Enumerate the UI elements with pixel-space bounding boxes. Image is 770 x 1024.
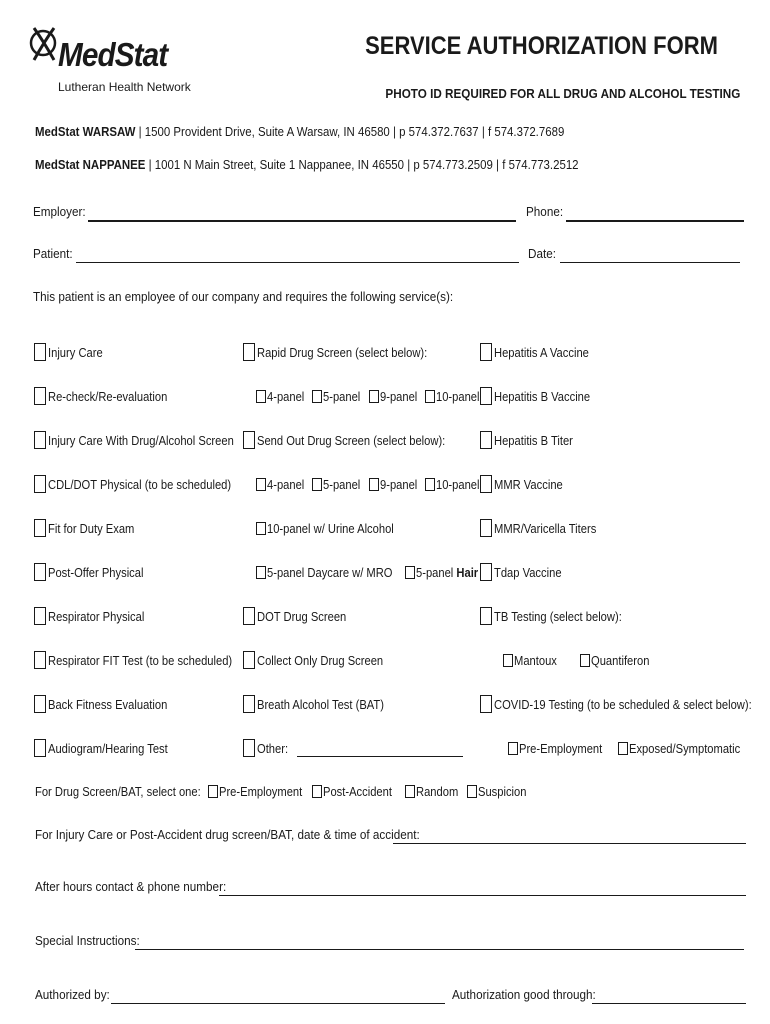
medstat-logo-icon	[28, 22, 62, 68]
checkbox-label: Audiogram/Hearing Test	[48, 740, 168, 756]
phone-field[interactable]	[566, 220, 744, 222]
drug-screen-reason-row	[35, 784, 536, 799]
checkbox-label: Fit for Duty Exam	[48, 520, 135, 536]
checkbox-hep-b-titer[interactable]	[480, 431, 586, 449]
checkbox-label: Re-check/Re-evaluation	[48, 388, 168, 404]
checkbox-box[interactable]	[480, 695, 492, 713]
checkbox-label: Tdap Vaccine	[494, 564, 562, 580]
checkbox-label: Rapid Drug Screen (select below):	[257, 344, 428, 360]
hair-prefix: 5-panel	[415, 565, 457, 580]
sendout-panel-options	[256, 477, 489, 492]
checkbox-box[interactable]	[208, 785, 218, 798]
checkbox-box[interactable]	[369, 390, 379, 403]
checkbox-label: MMR Vaccine	[494, 476, 563, 492]
checkbox-box[interactable]	[425, 390, 435, 403]
checkbox-box[interactable]	[243, 651, 255, 669]
checkbox-box[interactable]	[34, 607, 46, 625]
checkbox-label: 9-panel	[379, 477, 418, 492]
tb-options	[503, 653, 661, 668]
checkbox-label: CDL/DOT Physical (to be scheduled)	[48, 476, 232, 492]
checkbox-box[interactable]	[405, 566, 415, 579]
hair-label: Hair	[456, 565, 479, 580]
checkbox-label: Respirator FIT Test (to be scheduled)	[48, 652, 233, 668]
checkbox-hep-a[interactable]	[480, 343, 604, 361]
checkbox-rapid-drug[interactable]	[243, 343, 455, 361]
checkbox-reason-suspicion[interactable]	[467, 784, 534, 799]
checkbox-label: Hepatitis B Titer	[494, 432, 573, 448]
checkbox-label: 9-panel	[379, 389, 418, 404]
checkbox-box[interactable]	[480, 431, 492, 449]
phone-label: Phone:	[526, 204, 564, 219]
checkbox-box[interactable]	[503, 654, 513, 667]
form-subtitle: PHOTO ID REQUIRED FOR ALL DRUG AND ALCOHOL TESTING	[385, 86, 740, 101]
form-title: SERVICE AUTHORIZATION FORM	[365, 32, 718, 60]
checkbox-label: 5-panel	[323, 389, 361, 404]
checkbox-box[interactable]	[256, 522, 266, 535]
checkbox-mmr-varicella[interactable]	[480, 519, 613, 537]
checkbox-send-out-drug[interactable]	[243, 431, 476, 449]
checkbox-label: TB Testing (select below):	[494, 608, 622, 624]
checkbox-label: 5-panel	[323, 477, 361, 492]
logo-name: MedStat	[58, 36, 168, 73]
checkbox-box[interactable]	[480, 387, 492, 405]
checkbox-box[interactable]	[480, 519, 492, 537]
checkbox-5panel-daycare[interactable]	[256, 565, 413, 580]
checkbox-other[interactable]	[243, 739, 293, 757]
checkbox-box[interactable]	[405, 785, 415, 798]
checkbox-box[interactable]	[34, 387, 46, 405]
checkbox-covid-exposed[interactable]	[618, 741, 758, 756]
checkbox-label: Injury Care	[48, 344, 103, 360]
checkbox-label: Pre-Employment	[519, 741, 603, 756]
checkbox-label: Post-Offer Physical	[48, 564, 144, 580]
location-details: | 1500 Provident Drive, Suite A Warsaw, IN 46580 | p 574.372.7637 | f 574.372.7689	[135, 124, 565, 139]
checkbox-rapid-10panel[interactable]	[425, 389, 487, 404]
authorized-by-field[interactable]	[111, 1003, 445, 1004]
location-details: | 1001 N Main Street, Suite 1 Nappanee, IN 46550 | p 574.773.2509 | f 574.773.2512	[145, 157, 579, 172]
accident-label: For Injury Care or Post-Accident drug screen/BAT, date & time of accident:	[35, 827, 420, 842]
checkbox-reason-random[interactable]	[405, 784, 465, 799]
checkbox-quantiferon[interactable]	[580, 653, 659, 668]
checkbox-label: 10-panel w/ Urine Alcohol	[267, 521, 394, 536]
checkbox-sendout-5panel[interactable]	[312, 477, 366, 492]
checkbox-label: Send Out Drug Screen (select below):	[257, 432, 446, 448]
checkbox-box[interactable]	[243, 431, 255, 449]
checkbox-box[interactable]	[243, 607, 255, 625]
checkbox-tb-testing[interactable]	[480, 607, 643, 625]
checkbox-box[interactable]	[312, 785, 322, 798]
checkbox-label: Breath Alcohol Test (BAT)	[257, 696, 384, 712]
checkbox-label: 4-panel	[267, 477, 305, 492]
good-through-label: Authorization good through:	[452, 987, 596, 1002]
checkbox-rapid-5panel[interactable]	[312, 389, 366, 404]
checkbox-dot-drug[interactable]	[243, 607, 361, 625]
checkbox-fit-duty[interactable]	[34, 519, 148, 537]
drug-screen-label: For Drug Screen/BAT, select one:	[35, 784, 201, 799]
checkbox-box[interactable]	[480, 475, 492, 493]
checkbox-recheck[interactable]	[34, 387, 187, 405]
employer-label: Employer:	[33, 204, 86, 219]
checkbox-label: Suspicion	[477, 784, 527, 799]
checkbox-bat[interactable]	[243, 695, 405, 713]
checkbox-sendout-4panel[interactable]	[256, 477, 310, 492]
checkbox-post-offer[interactable]	[34, 563, 159, 581]
checkbox-tdap[interactable]	[480, 563, 573, 581]
checkbox-box[interactable]	[425, 478, 435, 491]
medstat-logo	[28, 22, 191, 102]
checkbox-hep-b[interactable]	[480, 387, 606, 405]
checkbox-label: Other:	[257, 740, 289, 756]
checkbox-box[interactable]	[34, 563, 46, 581]
checkbox-label: COVID-19 Testing (to be scheduled & select below):	[494, 696, 752, 712]
checkbox-label: Collect Only Drug Screen	[257, 652, 384, 668]
checkbox-collect-only[interactable]	[243, 651, 404, 669]
checkbox-label: Back Fitness Evaluation	[48, 696, 168, 712]
location-nappanee	[35, 157, 579, 172]
checkbox-box[interactable]	[34, 431, 46, 449]
checkbox-box[interactable]	[256, 478, 266, 491]
authorized-by-label: Authorized by:	[35, 987, 110, 1002]
employer-field[interactable]	[88, 220, 516, 222]
checkbox-rapid-9panel[interactable]	[369, 389, 423, 404]
checkbox-box[interactable]	[34, 343, 46, 361]
checkbox-cdl-dot[interactable]	[34, 475, 261, 493]
checkbox-label: Pre-Employment	[218, 784, 302, 799]
checkbox-5panel-hair[interactable]	[405, 565, 488, 580]
rapid-panel-options	[256, 389, 489, 404]
location-name: MedStat NAPPANEE	[35, 157, 146, 172]
checkbox-box[interactable]	[243, 343, 255, 361]
checkbox-respirator-fit[interactable]	[34, 651, 262, 669]
checkbox-sendout-9panel[interactable]	[369, 477, 423, 492]
date-field[interactable]	[560, 262, 740, 263]
checkbox-label	[416, 565, 478, 580]
checkbox-label: 10-panel	[436, 477, 480, 492]
checkbox-label: 5-panel Daycare w/ MRO	[267, 565, 393, 580]
logo-network: Lutheran Health Network	[58, 80, 191, 94]
checkbox-10panel-urine-alcohol[interactable]	[256, 521, 414, 536]
checkbox-label: DOT Drug Screen	[257, 608, 347, 624]
checkbox-box[interactable]	[34, 739, 46, 757]
checkbox-label: Random	[415, 784, 458, 799]
checkbox-rapid-4panel[interactable]	[256, 389, 310, 404]
checkbox-box[interactable]	[480, 343, 492, 361]
after-hours-field[interactable]	[219, 895, 746, 896]
checkbox-box[interactable]	[243, 695, 255, 713]
checkbox-sendout-10panel[interactable]	[425, 477, 487, 492]
patient-field[interactable]	[76, 262, 519, 263]
checkbox-box[interactable]	[618, 742, 628, 755]
checkbox-mantoux[interactable]	[503, 653, 564, 668]
checkbox-box[interactable]	[34, 695, 46, 713]
checkbox-mmr-vaccine[interactable]	[480, 475, 574, 493]
checkbox-covid[interactable]	[480, 695, 770, 713]
patient-label: Patient:	[33, 246, 73, 261]
checkbox-box[interactable]	[34, 651, 46, 669]
checkbox-box[interactable]	[34, 475, 46, 493]
checkbox-label: Quantiferon	[590, 653, 650, 668]
checkbox-label: MMR/Varicella Titers	[494, 520, 597, 536]
checkbox-reason-post-accident[interactable]	[312, 784, 403, 799]
accident-field[interactable]	[393, 843, 746, 844]
checkbox-respirator-physical[interactable]	[34, 607, 160, 625]
checkbox-label: Mantoux	[514, 653, 557, 668]
other-field[interactable]	[297, 756, 463, 757]
special-instructions-label: Special Instructions:	[35, 933, 140, 948]
checkbox-label: Hepatitis B Vaccine	[494, 388, 591, 404]
checkbox-reason-pre-employment[interactable]	[208, 784, 316, 799]
checkbox-box[interactable]	[312, 478, 322, 491]
good-through-field[interactable]	[592, 1003, 746, 1004]
checkbox-box[interactable]	[243, 739, 255, 757]
checkbox-box[interactable]	[480, 563, 492, 581]
checkbox-covid-pre-employment[interactable]	[508, 741, 616, 756]
checkbox-injury-care[interactable]	[34, 343, 112, 361]
checkbox-box[interactable]	[508, 742, 518, 755]
checkbox-box[interactable]	[480, 607, 492, 625]
checkbox-audiogram[interactable]	[34, 739, 187, 757]
checkbox-label: Hepatitis A Vaccine	[494, 344, 589, 360]
checkbox-label: 10-panel	[436, 389, 480, 404]
checkbox-injury-drug[interactable]	[34, 431, 264, 449]
covid-options	[508, 741, 760, 756]
checkbox-box[interactable]	[312, 390, 322, 403]
location-warsaw	[35, 124, 564, 139]
checkbox-box[interactable]	[467, 785, 477, 798]
checkbox-box[interactable]	[369, 478, 379, 491]
checkbox-label: 4-panel	[267, 389, 305, 404]
intro-text: This patient is an employee of our company and requires the following service(s):	[33, 289, 454, 304]
checkbox-back-fitness[interactable]	[34, 695, 187, 713]
after-hours-label: After hours contact & phone number:	[35, 879, 227, 894]
checkbox-label: Exposed/Symptomatic	[628, 741, 741, 756]
date-label: Date:	[528, 246, 556, 261]
location-name: MedStat WARSAW	[35, 124, 136, 139]
checkbox-box[interactable]	[256, 566, 266, 579]
checkbox-box[interactable]	[580, 654, 590, 667]
checkbox-box[interactable]	[256, 390, 266, 403]
special-instructions-field[interactable]	[135, 949, 744, 950]
checkbox-label: Respirator Physical	[48, 608, 145, 624]
checkbox-label: Post-Accident	[322, 784, 392, 799]
checkbox-label: Injury Care With Drug/Alcohol Screen	[48, 432, 234, 448]
checkbox-box[interactable]	[34, 519, 46, 537]
daycare-hair-options	[256, 565, 490, 580]
urine-alcohol-option	[256, 521, 416, 536]
